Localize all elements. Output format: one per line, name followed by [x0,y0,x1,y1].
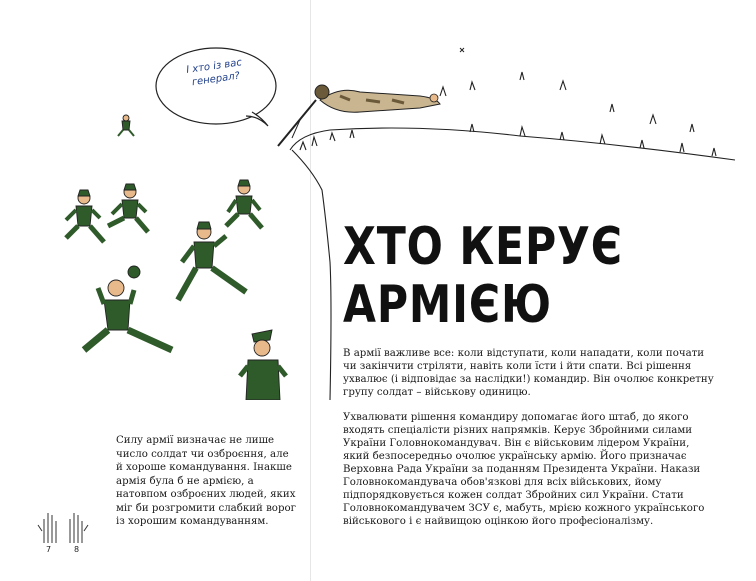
title-line-1: ХТО КЕРУЄ [343,217,623,277]
soldier-4 [178,222,246,300]
raised-hands-icon [36,505,96,545]
page-number-left: 7 [46,545,52,554]
soldier-small [118,115,134,136]
sniper-soldier [278,85,440,146]
paragraph-2: Ухвалювати рішення командиру допомагає його штаб, до якого входять спеціалісти різних напрямків. Керує Збройними силами України Головнокомандувач. Він є військовим лідером України, який безпосередньо очолює українську армію. Його призначає Верховна Рада України за поданням Президента України. Накази Головнокомандувача обов'язкові для всіх військових, йому підпорядковується кожен солдат Збройних сил України. Стати Головнокомандувачем ЗСУ є, мабуть, мрією кожного українського військового і є найвищою оцінкою його професіоналізму. [343,412,705,527]
soldier-6 [240,330,286,400]
soldier-2 [108,184,148,232]
title-line-2: АРМІЄЮ [343,275,552,335]
page-number-right: 8 [74,545,80,554]
soldier-3 [226,180,262,228]
page-title [343,218,623,334]
side-note: Силу армії визначає не лише число солдат чи озброєння, але й хороше командування. Інакше армія була б не армією, а натовпом озброєних людей, яких міг би розгромити слабкий ворог із хорошим командуванням. [116,435,296,527]
soldier-1 [66,190,104,242]
speech-bubble-text: І хто із вас генерал? [185,57,243,89]
soldier-5 [84,266,172,350]
paragraph-1: В армії важливе все: коли відступати, коли нападати, коли почати чи закінчити стріляти, навіть коли їсти і йти спати. Всі рішення ухвалює (і відповідає за наслідки!) командир. Він очолює конкретну групу солдат – військову одиницю. [343,348,714,398]
running-soldiers [66,115,286,400]
